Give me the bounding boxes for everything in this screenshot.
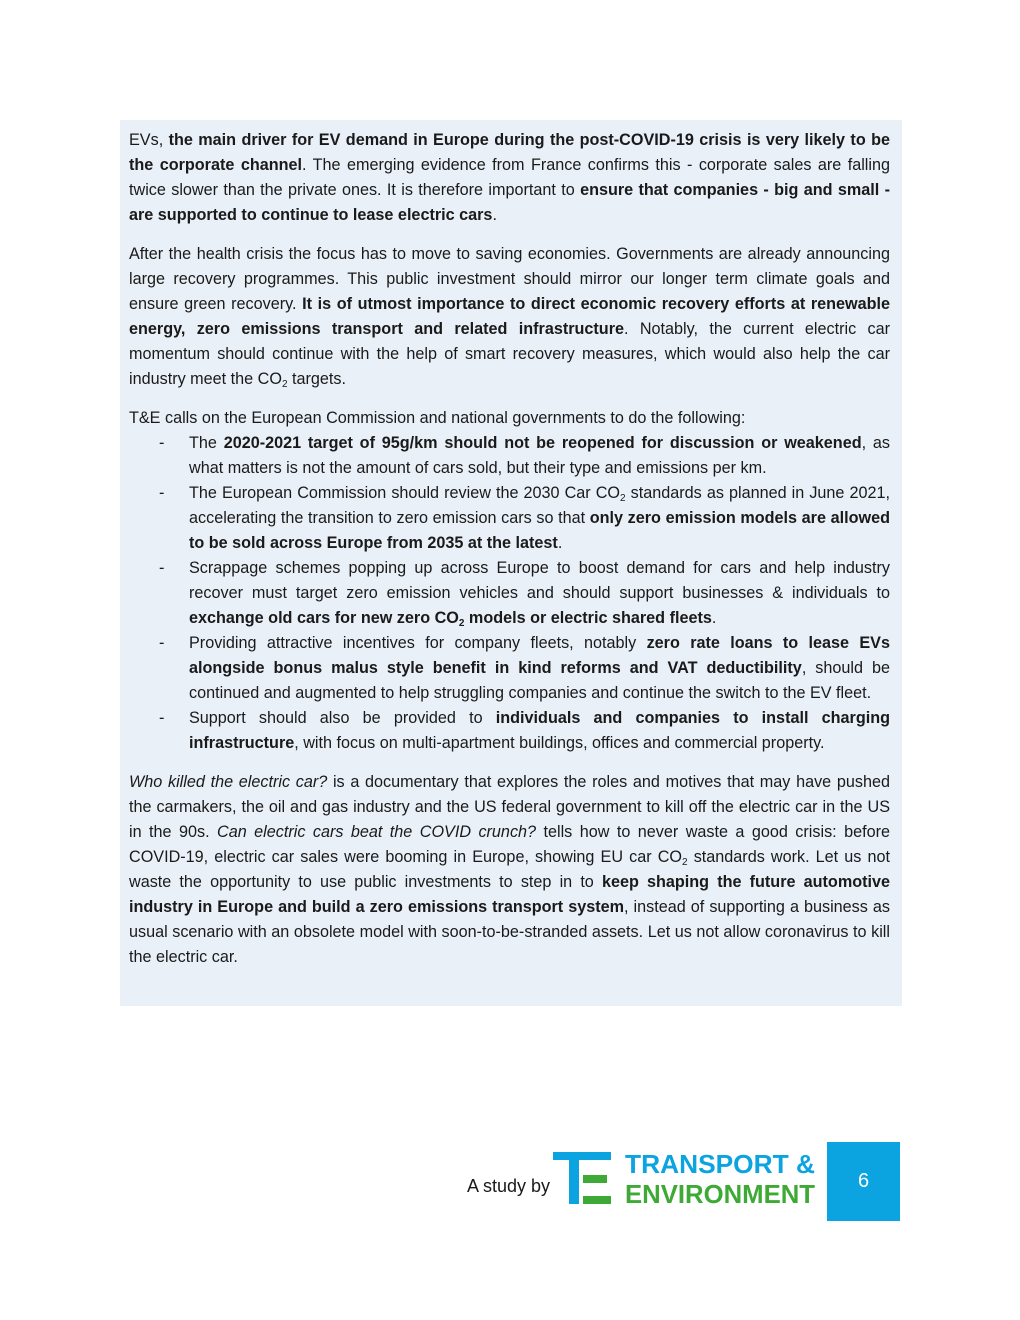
dash-marker: -	[159, 559, 165, 577]
text-span: After the health crisis the focus has to move to saving economies. Governments are already announcing large recovery programmes. This public investment should mirror our longer term climate goals and ensure green recovery.	[129, 245, 890, 313]
list-item	[129, 556, 890, 631]
te-mark-icon	[553, 1152, 611, 1204]
study-by-label: A study by	[467, 1176, 551, 1196]
paragraph-green-recovery	[129, 242, 890, 392]
paragraph-corporate-channel	[129, 128, 890, 228]
text-span: Support should also be provided to	[189, 709, 496, 727]
recommendations-list	[129, 431, 890, 756]
text-span: targets.	[287, 370, 346, 388]
bold-text: the main driver for EV demand in Europe during the post-COVID-19 crisis is very likely to be the corporate channel	[129, 131, 891, 174]
text-span: , should be continued and augmented to help struggling companies and continue the switch to the EV fleet.	[189, 659, 891, 702]
logo-line-2: ENVIRONMENT	[625, 1179, 816, 1208]
text-span: .	[557, 534, 563, 552]
italic-title: Who killed the electric car?	[129, 773, 328, 791]
subscript: 2	[458, 618, 465, 629]
text-span: Providing attractive incentives for company fleets, notably	[189, 634, 647, 652]
text-span: . Notably, the current electric car momentum should continue with the help of smart recovery measures, which would also help the car industry meet the CO	[129, 320, 890, 388]
subscript: 2	[281, 379, 288, 390]
dash-marker: -	[159, 484, 165, 502]
logo-line-1: TRANSPORT &	[625, 1150, 815, 1179]
bold-text: keep shaping the future automotive industry in Europe and build a zero emissions transport system	[129, 873, 890, 916]
list-item	[129, 431, 890, 481]
list-item	[129, 481, 890, 556]
subscript: 2	[620, 493, 626, 504]
list-item	[129, 706, 890, 756]
paragraph-documentary	[129, 770, 890, 970]
text-span: , with focus on multi-apartment buildings, offices and commercial property.	[294, 734, 825, 752]
text-span: Scrappage schemes popping up across Europe to boost demand for cars and help industry recover must target zero emission vehicles and should support businesses & individuals to	[189, 559, 890, 602]
subscript: 2	[682, 857, 688, 868]
list-item	[129, 631, 890, 706]
page-number: 6	[827, 1142, 900, 1221]
text-span: EVs,	[129, 131, 169, 149]
transport-environment-logo	[553, 1150, 817, 1208]
dash-marker: -	[159, 434, 165, 452]
content-panel	[120, 120, 902, 1006]
text-span: .	[711, 609, 717, 627]
bold-text: zero rate loans to lease EVs alongside bonus malus style benefit in kind reforms and VAT deductibility	[189, 634, 890, 677]
bold-text: It is of utmost importance to direct economic recovery efforts at renewable energy, zero emissions transport and related infrastructure	[129, 295, 890, 338]
bullet-list-intro: T&E calls on the European Commission and national governments to do the following:	[129, 409, 746, 427]
text-span: , instead of supporting a business as usual scenario with an obsolete model with soon-to-be-stranded assets. Let us not allow coronavirus to kill the electric car.	[129, 898, 890, 966]
text-span: standards work. Let us not waste the opportunity to use public investments to step in to	[129, 848, 890, 891]
bold-text: ensure that companies - big and small - are supported to continue to lease electric cars	[129, 181, 890, 224]
text-span: , as what matters is not the amount of cars sold, but their type and emissions per km.	[189, 434, 890, 477]
text-span: standards as planned in June 2021, accelerating the transition to zero emission cars so that	[189, 484, 890, 527]
text-span: The European Commission should review the 2030 Car CO	[189, 484, 621, 502]
italic-title: Can electric cars beat the COVID crunch?	[217, 823, 537, 841]
text-span: is a documentary that explores the roles and motives that may have pushed the carmakers, the oil and gas industry and the US federal government to kill off the electric car in the US in the 90s.	[129, 773, 890, 841]
dash-marker: -	[159, 634, 165, 652]
text-span: The	[189, 434, 224, 452]
text-span: .	[492, 206, 497, 224]
text-span: tells how to never waste a good crisis: before COVID-19, electric car sales were booming in Europe, showing EU car CO	[129, 823, 890, 866]
bold-text: individuals and companies to install charging infrastructure	[189, 709, 890, 752]
bold-text: only zero emission models are allowed to be sold across Europe from 2035 at the latest	[189, 509, 890, 552]
bold-text: 2020-2021 target of 95g/km should not be reopened for discussion or weakened	[223, 434, 862, 452]
bold-text: models or electric shared fleets	[464, 609, 712, 627]
dash-marker: -	[159, 709, 165, 727]
bold-text: exchange old cars for new zero CO	[189, 609, 459, 627]
text-span: . The emerging evidence from France confirms this - corporate sales are falling twice slower than the private ones. It is therefore important to	[129, 156, 891, 199]
